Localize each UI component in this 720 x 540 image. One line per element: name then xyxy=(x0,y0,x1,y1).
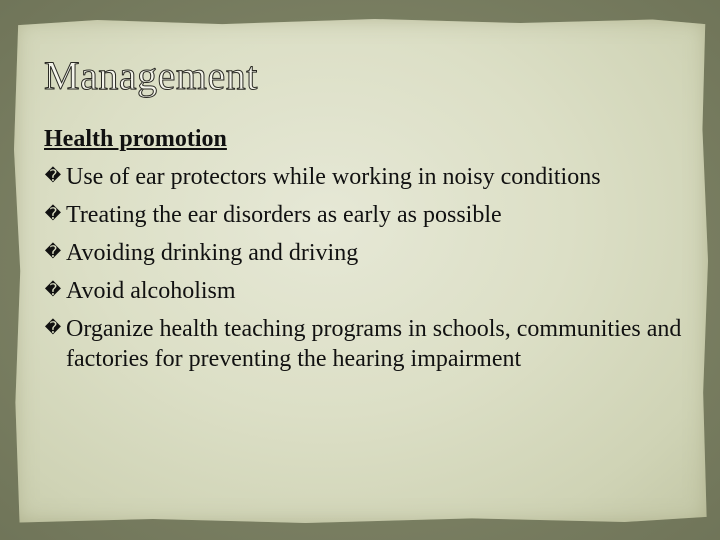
section-heading: Health promotion xyxy=(44,126,227,152)
replacement-character-icon: � xyxy=(44,204,62,223)
list-item xyxy=(44,162,696,192)
replacement-character-icon: � xyxy=(44,166,62,185)
bullet-list xyxy=(44,162,696,382)
list-item-text: Avoid alcoholism xyxy=(66,278,236,304)
list-item-text: Avoiding drinking and driving xyxy=(66,240,359,266)
list-item xyxy=(44,314,696,374)
list-item xyxy=(44,238,696,268)
replacement-character-icon: � xyxy=(44,318,62,337)
replacement-character-icon: � xyxy=(44,280,62,299)
slide-title: Management xyxy=(44,53,258,98)
list-item-text: Treating the ear disorders as early as possible xyxy=(66,202,502,228)
list-item xyxy=(44,200,696,230)
list-item xyxy=(44,276,696,306)
replacement-character-icon: � xyxy=(44,242,62,261)
list-item-text: Organize health teaching programs in schools, communities and factories for preventing the hearing impairment xyxy=(66,316,682,372)
list-item-text: Use of ear protectors while working in noisy conditions xyxy=(66,164,601,190)
